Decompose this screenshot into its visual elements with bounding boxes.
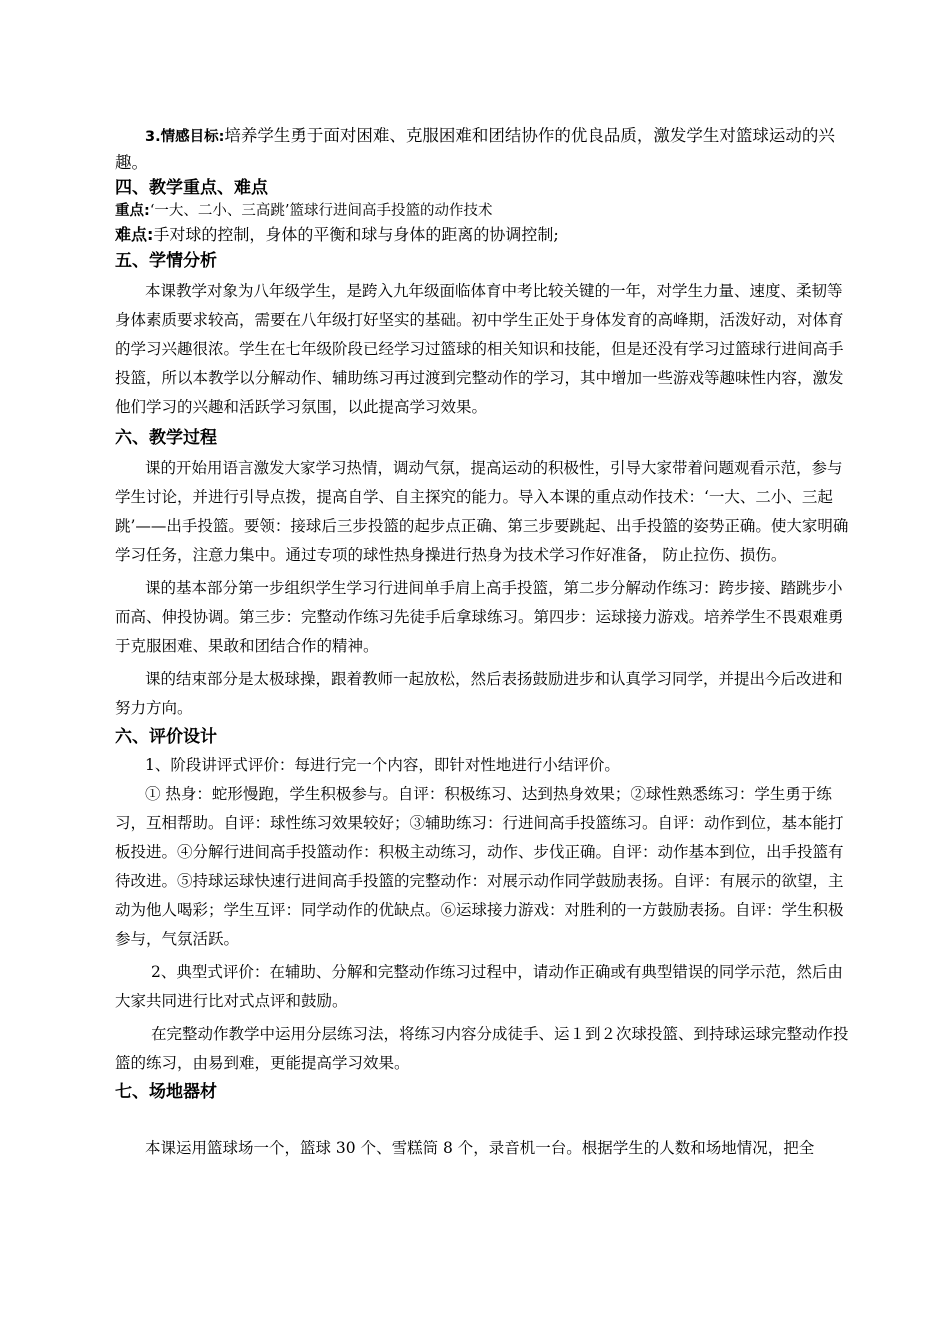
evaluation-paragraph-1: 1、阶段讲评式评价：每进行完一个内容，即针对性地进行小结评价。 bbox=[145, 756, 620, 774]
key-point-line bbox=[115, 200, 850, 223]
section-5-heading: 五、学情分析 bbox=[115, 251, 217, 271]
key-point-text: ‘一大、二小、三高跳’篮球行进间高手投篮的动作技术 bbox=[149, 203, 493, 219]
section-7-heading: 七、场地器材 bbox=[115, 1082, 217, 1102]
section-6-paragraph-1: 课的开始用语言激发大家学习热情，调动气氛，提高运动的积极性，引导大家带着问题观看示范，参与学生讨论，并进行引导点拨，提高自学、自主探究的能力。导入本课的重点动作技术：‘一大、二小、三起跳’——出手投篮。要领：接球后三步投篮的起步点正确、第三步要跳起、出手投篮的姿势正确。使大家明确学习任务，注意力集中。通过专项的球性热身操进行热身为技术学习作好准备， 防止拉伤、损伤。 bbox=[115, 459, 849, 564]
affect-objective-label: 3.情感目标: bbox=[145, 129, 225, 145]
section-7-paragraph: 本课运用篮球场一个，篮球 30 个、雪糕筒 8 个，录音机一台。根据学生的人数和场地情况，把全 bbox=[145, 1139, 815, 1157]
affect-objective-paragraph bbox=[115, 123, 850, 176]
section-5-paragraph: 本课教学对象为八年级学生，是跨入九年级面临体育中考比较关键的一年，对学生力量、速度、柔韧等身体素质要求较高，需要在八年级打好坚实的基础。初中学生正处于身体发育的高峰期，活泼好动，对体育的学习兴趣很浓。学生在七年级阶段已经学习过篮球的相关知识和技能，但是还没有学习过篮球行进间高手投篮，所以本教学以分解动作、辅助练习再过渡到完整动作的学习，其中增加一些游戏等趣味性内容，激发他们学习的兴趣和活跃学习氛围，以此提高学习效果。 bbox=[115, 282, 844, 416]
section-6-paragraph-3: 课的结束部分是太极球操，跟着教师一起放松，然后表扬鼓励进步和认真学习同学，并提出今后改进和努力方向。 bbox=[115, 670, 843, 717]
difficulty-text: 手对球的控制，身体的平衡和球与身体的距离的协调控制; bbox=[153, 225, 559, 244]
difficulty-label: 难点: bbox=[115, 225, 154, 244]
evaluation-paragraph-3: 2、典型式评价：在辅助、分解和完整动作练习过程中，请动作正确或有典型错误的同学示范，然后由大家共同进行比对式点评和鼓励。 bbox=[115, 963, 843, 1010]
document-content bbox=[115, 123, 850, 1163]
key-point-label: 重点: bbox=[115, 203, 150, 219]
affect-objective-text: 培养学生勇于面对困难、克服困难和团结协作的优良品质，激发学生对篮球运动的兴趣。 bbox=[115, 126, 835, 172]
evaluation-heading: 六、评价设计 bbox=[115, 727, 217, 747]
section-6-heading: 六、教学过程 bbox=[115, 428, 217, 448]
section-4-heading: 四、教学重点、难点 bbox=[115, 178, 268, 198]
evaluation-paragraph-4: 在完整动作教学中运用分层练习法，将练习内容分成徒手、运１到２次球投篮、到持球运球完整动作投篮的练习，由易到难，更能提高学习效果。 bbox=[115, 1025, 849, 1072]
section-6-paragraph-2: 课的基本部分第一步组织学生学习行进间单手肩上高手投篮，第二步分解动作练习：跨步接、踏跳步小而高、伸投协调。第三步：完整动作练习先徒手后拿球练习。第四步：运球接力游戏。培养学生不畏艰难勇于克服困难、果敢和团结合作的精神。 bbox=[115, 579, 844, 655]
evaluation-paragraph-2: ① 热身：蛇形慢跑，学生积极参与。自评：积极练习、达到热身效果；②球性熟悉练习：学生勇于练习，互相帮助。自评：球性练习效果较好；③辅助练习：行进间高手投篮练习。自评：动作到位，基本能打板投进。④分解行进间高手投篮动作：积极主动练习，动作、步伐正确。自评：动作基本到位，出手投篮有待改进。⑤持球运球快速行进间高手投篮的完整动作：对展示动作同学鼓励表扬。自评：有展示的欲望，主动为他人喝彩；学生互评：同学动作的优缺点。⑥运球接力游戏：对胜利的一方鼓励表扬。自评：学生积极参与，气氛活跃。 bbox=[115, 785, 844, 948]
difficulty-line bbox=[115, 223, 850, 247]
